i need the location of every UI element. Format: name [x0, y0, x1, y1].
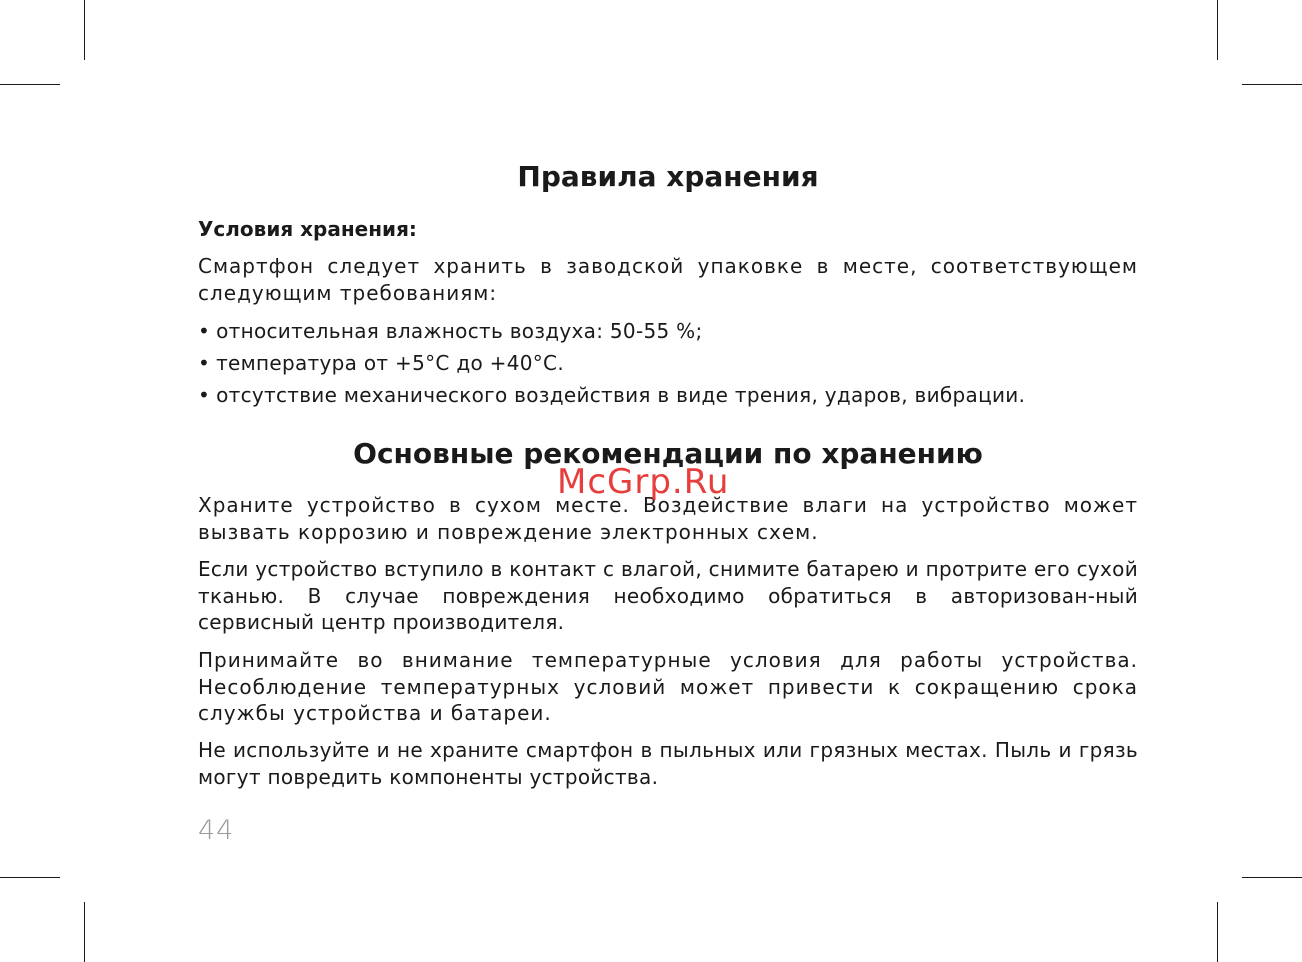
crop-mark-bottom-right-vertical — [1217, 902, 1218, 962]
crop-mark-bottom-left-horizontal — [0, 877, 60, 878]
recommendation-paragraph: Не используйте и не храните смартфон в пыльных или грязных местах. Пыль и грязь могут повредить компоненты устройства. — [198, 738, 1138, 789]
recommendation-paragraph: Храните устройство в сухом месте. Воздействие влаги на устройство может вызвать коррозию и повреждение электронных схем. — [198, 493, 1138, 544]
crop-mark-top-right-vertical — [1217, 0, 1218, 60]
condition-text: температура от +5°C до +40°C. — [216, 351, 564, 375]
storage-intro-paragraph: Смартфон следует хранить в заводской упаковке в месте, соответствующем следующим требованиям: — [198, 254, 1138, 305]
crop-mark-top-left-vertical — [84, 0, 85, 60]
condition-item — [198, 350, 564, 376]
condition-text: отсутствие механического воздействия в виде трения, ударов, вибрации. — [216, 383, 1026, 407]
crop-mark-bottom-left-vertical — [84, 902, 85, 962]
bullet-icon: • — [198, 351, 211, 375]
page-number: 44 — [198, 815, 235, 846]
recommendation-paragraph: Если устройство вступило в контакт с влагой, снимите батарею и протрите его сухой тканью. В случае повреждения необходимо обратиться в авторизован-ный сервисный центр производителя. — [198, 557, 1138, 634]
page-title: Правила хранения — [517, 160, 819, 193]
recommendation-paragraph: Принимайте во внимание температурные условия для работы устройства. Несоблюдение температурных условий может привести к сокращению срока службы устройства и батареи. — [198, 648, 1138, 725]
watermark-text: McGrp.Ru — [557, 462, 730, 502]
condition-item — [198, 382, 1025, 408]
condition-item — [198, 318, 703, 344]
crop-mark-top-left-horizontal — [0, 84, 60, 85]
recommendations-title: Основные рекомендации по хранению — [353, 437, 983, 470]
crop-mark-top-right-horizontal — [1242, 84, 1302, 85]
bullet-icon: • — [198, 383, 211, 407]
bullet-icon: • — [198, 319, 211, 343]
storage-conditions-heading: Условия хранения: — [198, 217, 417, 241]
condition-text: относительная влажность воздуха: 50-55 %; — [216, 319, 703, 343]
crop-mark-bottom-right-horizontal — [1242, 877, 1302, 878]
